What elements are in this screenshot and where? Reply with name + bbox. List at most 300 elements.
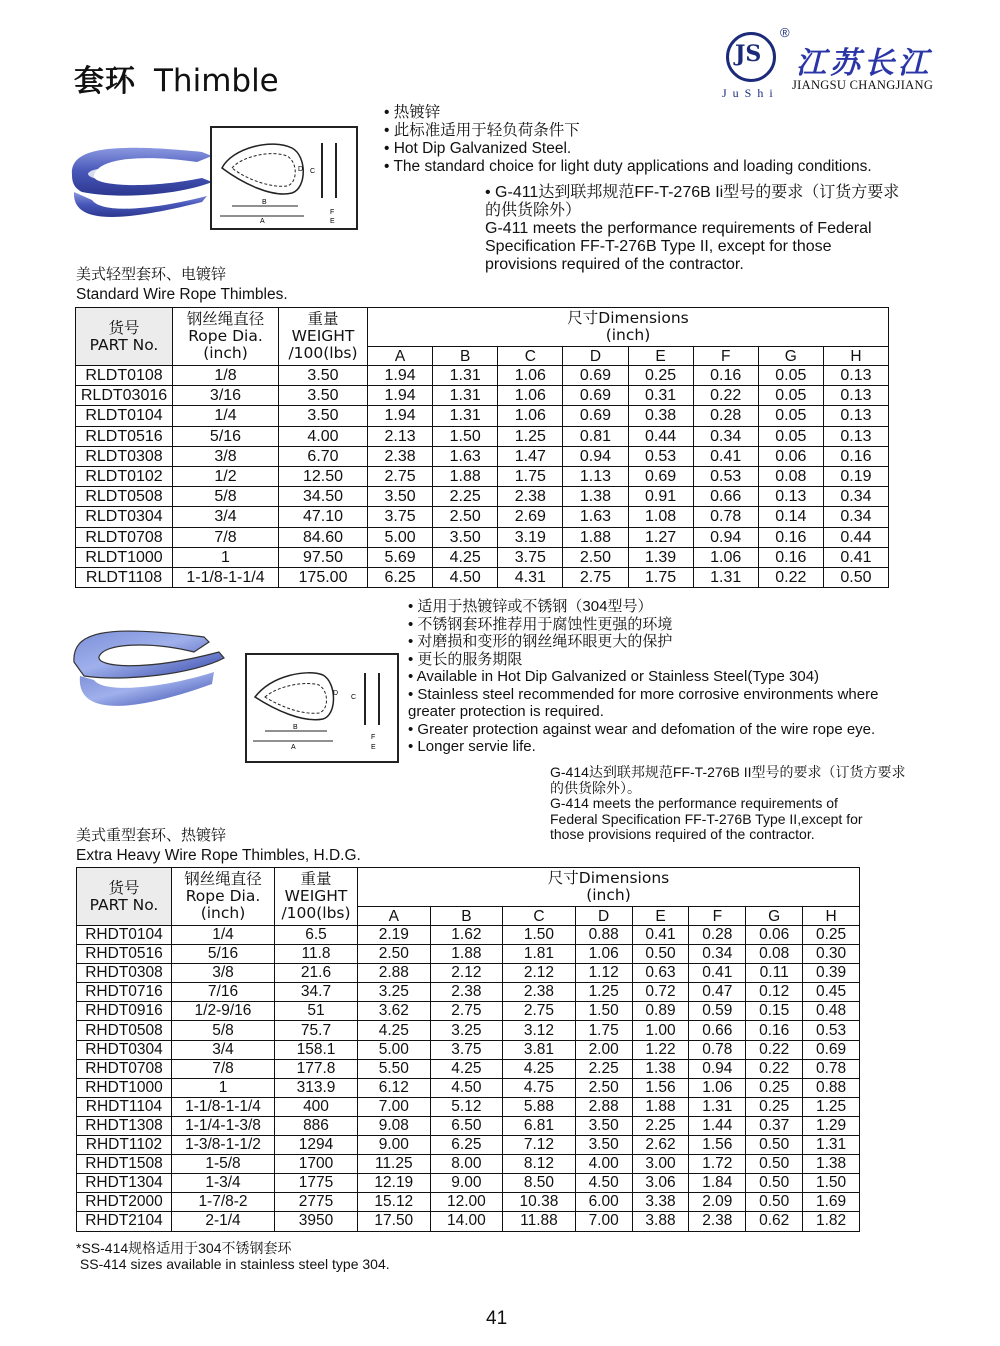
logo-mark-icon: JS [726,32,776,82]
cell-weight: 1294 [275,1136,358,1155]
cell-dim-h: 1.31 [803,1136,860,1155]
cell-dim-h: 0.45 [803,983,860,1002]
cell-weight: 21.6 [275,964,358,983]
cell-dim-e: 0.38 [628,406,693,426]
cell-dim-f: 0.16 [693,366,758,386]
cell-dim-e: 1.08 [628,507,693,527]
page-title [74,56,279,100]
bullet: • 对磨损和变形的钢丝绳环眼更大的保护 [408,633,673,650]
cell-dim-c: 1.50 [503,926,576,945]
table-row [76,567,889,587]
cell-dim-b: 1.88 [430,945,503,964]
cell-dim-g: 0.14 [758,507,823,527]
cell-rope-dia: 1-1/4-1-3/8 [172,1116,275,1135]
cell-rope-dia: 1-7/8-2 [172,1193,275,1212]
cell-dim-h: 0.44 [823,527,888,547]
cell-dim-e: 0.31 [628,386,693,406]
cell-part-no: RHDT0308 [77,964,172,983]
cell-dim-d: 1.13 [563,466,628,486]
cell-dim-e: 0.25 [628,366,693,386]
cell-rope-dia: 7/8 [172,1059,275,1078]
cell-dim-f: 0.66 [693,487,758,507]
svg-text:F: F [330,209,335,216]
cell-dim-d: 1.88 [563,527,628,547]
cell-dim-g: 0.62 [746,1212,803,1231]
spec-line: 的供货除外） [485,202,582,219]
cell-weight: 84.60 [279,527,368,547]
cell-dim-c: 2.12 [503,964,576,983]
cell-dim-e: 0.72 [632,983,689,1002]
cell-dim-g: 0.05 [758,406,823,426]
cell-dim-g: 0.11 [746,964,803,983]
cell-weight: 34.7 [275,983,358,1002]
cell-weight: 313.9 [275,1078,358,1097]
cell-rope-dia: 1/4 [173,406,279,426]
cell-dim-b: 1.31 [433,386,498,406]
cell-dim-c: 2.75 [503,1002,576,1021]
cell-rope-dia: 3/8 [173,446,279,466]
cell-dim-a: 2.50 [358,945,431,964]
cell-dim-a: 2.88 [358,964,431,983]
cell-dim-f: 0.94 [693,527,758,547]
cell-dim-b: 1.62 [430,926,503,945]
cell-dim-a: 2.19 [358,926,431,945]
dimension-drawing [212,128,356,228]
cell-weight: 4.00 [279,426,368,446]
cell-dim-d: 2.00 [575,1040,632,1059]
section-title-cn: 美式重型套环、热镀锌 [76,826,227,844]
cell-part-no: RHDT1508 [77,1155,172,1174]
table-row [77,1021,860,1040]
table-row [77,1116,860,1135]
title-cn: 套环 [74,64,136,99]
cell-weight: 11.8 [275,945,358,964]
cell-dim-d: 6.00 [575,1193,632,1212]
cell-dim-e: 0.41 [632,926,689,945]
cell-dim-b: 2.50 [433,507,498,527]
cell-dim-a: 3.75 [368,507,433,527]
cell-dim-c: 4.31 [498,567,563,587]
cell-dim-b: 3.25 [430,1021,503,1040]
cell-dim-f: 0.94 [689,1059,746,1078]
cell-rope-dia: 5/8 [172,1021,275,1040]
table-body [77,926,860,1232]
section-title-cn: 美式轻型套环、电镀锌 [76,265,227,283]
cell-rope-dia: 1-1/8-1-1/4 [172,1097,275,1116]
col-dim-e: E [628,347,693,366]
cell-dim-g: 0.13 [758,487,823,507]
cell-dim-d: 1.63 [563,507,628,527]
cell-part-no: RHDT1000 [77,1078,172,1097]
col-dim-g: G [746,907,803,926]
cell-rope-dia: 2-1/4 [172,1212,275,1231]
cell-dim-d: 7.00 [575,1212,632,1231]
cell-dim-h: 0.16 [823,446,888,466]
cell-dim-c: 1.81 [503,945,576,964]
cell-weight: 12.50 [279,466,368,486]
cell-rope-dia: 3/4 [172,1040,275,1059]
cell-dim-g: 0.08 [746,945,803,964]
spec-line: Specification FF-T-276B Type II, except for those [485,238,832,255]
cell-dim-d: 0.94 [563,446,628,466]
cell-dim-f: 0.28 [693,406,758,426]
table-row [76,547,889,567]
cell-rope-dia: 1/8 [173,366,279,386]
cell-rope-dia: 7/8 [173,527,279,547]
cell-weight: 400 [275,1097,358,1116]
bullet: • Available in Hot Dip Galvanized or Stainless Steel(Type 304) [408,668,820,685]
cell-dim-b: 1.88 [433,466,498,486]
spec-line: those provisions required of the contractor. [550,826,815,842]
col-dim-f: F [689,907,746,926]
col-dim-a: A [368,347,433,366]
cell-part-no: RHDT1102 [77,1136,172,1155]
cell-dim-e: 1.88 [632,1097,689,1116]
cell-dim-e: 2.25 [632,1116,689,1135]
cell-dim-h: 0.50 [823,567,888,587]
cell-dim-e: 0.53 [628,446,693,466]
cell-dim-h: 0.34 [823,487,888,507]
cell-weight: 6.5 [275,926,358,945]
heavy-thimble-photo [64,612,234,732]
col-dim-a: A [358,907,431,926]
bullet: • 热镀锌 [384,104,441,121]
cell-dim-b: 6.50 [430,1116,503,1135]
cell-dim-b: 8.00 [430,1155,503,1174]
cell-dim-e: 3.88 [632,1212,689,1231]
cell-part-no: RLDT0508 [76,487,173,507]
company-logo [700,20,940,110]
cell-rope-dia: 7/16 [172,983,275,1002]
col-dim-d: D [575,907,632,926]
cell-dim-d: 0.81 [563,426,628,446]
cell-dim-h: 1.29 [803,1116,860,1135]
registered-mark: ® [780,25,790,40]
cell-dim-b: 12.00 [430,1193,503,1212]
heavy-section-heading [76,824,361,865]
cell-dim-b: 2.12 [430,964,503,983]
cell-dim-a: 3.62 [358,1002,431,1021]
cell-dim-h: 0.30 [803,945,860,964]
cell-dim-a: 2.75 [368,466,433,486]
cell-dim-e: 3.38 [632,1193,689,1212]
cell-weight: 3.50 [279,406,368,426]
cell-part-no: RHDT0708 [77,1059,172,1078]
cell-dim-a: 17.50 [358,1212,431,1231]
standard-section-heading [76,263,288,304]
cell-dim-f: 0.34 [689,945,746,964]
title-en: Thimble [154,63,279,99]
svg-text:F: F [371,734,376,741]
cell-dim-b: 2.25 [433,487,498,507]
table-row [77,1078,860,1097]
col-rope-dia: 钢丝绳直径 Rope Dia. (inch) [173,308,279,366]
cell-dim-b: 1.31 [433,366,498,386]
cell-dim-d: 1.06 [575,945,632,964]
bullet: • The standard choice for light duty applications and loading conditions. [384,158,872,175]
cell-weight: 3.50 [279,366,368,386]
cell-dim-b: 1.63 [433,446,498,466]
cell-dim-g: 0.08 [758,466,823,486]
cell-dim-h: 0.19 [823,466,888,486]
table-row [76,406,889,426]
cell-dim-e: 1.27 [628,527,693,547]
cell-dim-f: 1.84 [689,1174,746,1193]
cell-dim-a: 1.94 [368,386,433,406]
cell-dim-a: 3.25 [358,983,431,1002]
cell-dim-g: 0.06 [746,926,803,945]
cell-dim-c: 4.75 [503,1078,576,1097]
cell-part-no: RHDT0716 [77,983,172,1002]
cell-dim-f: 0.78 [689,1040,746,1059]
cell-rope-dia: 1-5/8 [172,1155,275,1174]
cell-dim-e: 1.75 [628,567,693,587]
spec-line: G-414达到联邦规范FF-T-276B II型号的要求（订货方要求 [550,764,906,780]
table-row [77,1212,860,1231]
bullet: • Greater protection against wear and defomation of the wire rope eye. [408,720,876,738]
cell-dim-f: 0.41 [689,964,746,983]
cell-dim-f: 1.06 [693,547,758,567]
cell-rope-dia: 1 [172,1078,275,1097]
cell-dim-a: 4.25 [358,1021,431,1040]
cell-rope-dia: 3/8 [172,964,275,983]
cell-dim-c: 1.06 [498,386,563,406]
bullet: greater protection is required. [408,703,604,720]
cell-part-no: RLDT0708 [76,527,173,547]
cell-dim-c: 2.38 [503,983,576,1002]
footnote-cn: *SS-414规格适用于304不锈钢套环 [76,1240,292,1256]
cell-part-no: RLDT0308 [76,446,173,466]
cell-dim-e: 0.50 [632,945,689,964]
cell-dim-h: 0.13 [823,426,888,446]
standard-thimble-diagram [210,126,358,230]
cell-dim-d: 3.50 [575,1116,632,1135]
cell-dim-b: 6.25 [430,1136,503,1155]
cell-weight: 75.7 [275,1021,358,1040]
cell-dim-b: 2.75 [430,1002,503,1021]
bullet: • Stainless steel recommended for more corrosive environments where [408,685,879,703]
cell-dim-b: 4.50 [433,567,498,587]
footnote [76,1240,390,1272]
cell-part-no: RHDT1104 [77,1097,172,1116]
logo-cn-name: 江苏长江 [796,46,932,81]
cell-rope-dia: 3/4 [173,507,279,527]
col-rope-dia: 钢丝绳直径 Rope Dia. (inch) [172,868,275,926]
col-dim-b: B [433,347,498,366]
cell-dim-g: 0.25 [746,1078,803,1097]
bullet: • Hot Dip Galvanized Steel. [384,140,572,157]
cell-dim-h: 0.53 [803,1021,860,1040]
section-title-en: Extra Heavy Wire Rope Thimbles, H.D.G. [76,847,361,864]
cell-rope-dia: 5/16 [172,945,275,964]
cell-dim-d: 2.75 [563,567,628,587]
svg-text:A: A [291,744,296,751]
cell-dim-c: 1.25 [498,426,563,446]
cell-weight: 34.50 [279,487,368,507]
section-title-en: Standard Wire Rope Thimbles. [76,286,288,303]
col-dim-h: H [823,347,888,366]
cell-dim-b: 4.25 [430,1059,503,1078]
cell-part-no: RLDT03016 [76,386,173,406]
dimension-drawing [247,655,397,761]
table-row [76,446,889,466]
cell-rope-dia: 1-3/8-1-1/2 [172,1136,275,1155]
logo-sub-mark: JuShi [722,86,779,100]
cell-rope-dia: 1-3/4 [172,1174,275,1193]
cell-dim-d: 1.38 [563,487,628,507]
cell-dim-h: 0.34 [823,507,888,527]
col-dim-c: C [498,347,563,366]
cell-dim-h: 1.38 [803,1155,860,1174]
cell-part-no: RHDT2104 [77,1212,172,1231]
cell-dim-g: 0.16 [758,547,823,567]
cell-dim-f: 1.06 [689,1078,746,1097]
svg-text:E: E [371,744,376,751]
col-weight: 重量 WEIGHT /100(lbs) [275,868,358,926]
cell-dim-f: 1.72 [689,1155,746,1174]
cell-rope-dia: 1 [173,547,279,567]
cell-dim-d: 4.00 [575,1155,632,1174]
cell-dim-h: 0.13 [823,366,888,386]
cell-weight: 6.70 [279,446,368,466]
bullet: • 适用于热镀锌或不锈钢（304型号） [408,598,653,615]
cell-part-no: RLDT1000 [76,547,173,567]
cell-rope-dia: 3/16 [173,386,279,406]
cell-dim-d: 1.12 [575,964,632,983]
col-dim-f: F [693,347,758,366]
cell-dim-f: 1.44 [689,1116,746,1135]
cell-dim-c: 3.81 [503,1040,576,1059]
cell-dim-a: 2.13 [368,426,433,446]
cell-dim-a: 11.25 [358,1155,431,1174]
table-row [76,426,889,446]
cell-dim-g: 0.05 [758,386,823,406]
cell-dim-g: 0.22 [758,567,823,587]
cell-dim-e: 3.00 [632,1155,689,1174]
cell-dim-d: 0.88 [575,926,632,945]
cell-dim-a: 5.00 [358,1040,431,1059]
cell-dim-e: 1.39 [628,547,693,567]
cell-dim-g: 0.05 [758,426,823,446]
cell-weight: 51 [275,1002,358,1021]
col-dimensions: 尺寸Dimensions (inch) [358,868,860,907]
cell-rope-dia: 1/2-9/16 [172,1002,275,1021]
standard-spec-note [485,184,899,274]
cell-dim-d: 0.69 [563,406,628,426]
cell-dim-c: 1.06 [498,406,563,426]
svg-text:B: B [262,199,267,206]
cell-dim-b: 5.12 [430,1097,503,1116]
cell-dim-g: 0.50 [746,1193,803,1212]
col-dim-g: G [758,347,823,366]
cell-part-no: RHDT0916 [77,1002,172,1021]
cell-dim-d: 3.50 [575,1136,632,1155]
col-dim-e: E [632,907,689,926]
cell-dim-d: 0.69 [563,386,628,406]
cell-dim-g: 0.16 [746,1021,803,1040]
cell-dim-e: 1.38 [632,1059,689,1078]
col-part-no: 货号 PART No. [76,308,173,366]
table-row [77,926,860,945]
table-row [77,964,860,983]
cell-dim-g: 0.22 [746,1059,803,1078]
cell-dim-e: 1.00 [632,1021,689,1040]
cell-dim-b: 3.75 [430,1040,503,1059]
cell-weight: 175.00 [279,567,368,587]
cell-dim-f: 2.38 [689,1212,746,1231]
cell-dim-a: 9.08 [358,1116,431,1135]
cell-dim-a: 1.94 [368,366,433,386]
cell-dim-d: 1.25 [575,983,632,1002]
cell-dim-h: 0.13 [823,386,888,406]
cell-dim-a: 5.69 [368,547,433,567]
cell-dim-a: 6.25 [368,567,433,587]
standard-thimble-table [75,307,889,588]
cell-dim-c: 6.81 [503,1116,576,1135]
cell-part-no: RLDT0516 [76,426,173,446]
cell-dim-h: 1.69 [803,1193,860,1212]
col-dim-h: H [803,907,860,926]
standard-description [384,104,872,176]
spec-line: G-411 meets the performance requirements of Federal [485,220,872,237]
svg-text:A: A [260,218,265,225]
table-row [76,386,889,406]
cell-part-no: RHDT2000 [77,1193,172,1212]
cell-dim-e: 0.69 [628,466,693,486]
svg-text:B: B [293,724,298,731]
logo-en-name: JIANGSU CHANGJIANG [792,78,934,92]
cell-weight: 1775 [275,1174,358,1193]
cell-rope-dia: 1/2 [173,466,279,486]
table-row [77,1040,860,1059]
cell-dim-b: 4.25 [433,547,498,567]
table-row [77,1155,860,1174]
cell-dim-a: 1.94 [368,406,433,426]
table-row [77,983,860,1002]
cell-dim-c: 8.12 [503,1155,576,1174]
cell-dim-a: 9.00 [358,1136,431,1155]
col-dimensions: 尺寸Dimensions (inch) [368,308,889,347]
cell-dim-a: 15.12 [358,1193,431,1212]
table-row [76,507,889,527]
cell-dim-c: 1.47 [498,446,563,466]
cell-dim-c: 7.12 [503,1136,576,1155]
cell-dim-g: 0.16 [758,527,823,547]
cell-dim-a: 5.50 [358,1059,431,1078]
col-dim-d: D [563,347,628,366]
cell-dim-g: 0.06 [758,446,823,466]
bullet: • Longer servie life. [408,738,536,755]
cell-dim-c: 3.12 [503,1021,576,1040]
cell-dim-f: 0.34 [693,426,758,446]
table-row [77,1002,860,1021]
cell-weight: 47.10 [279,507,368,527]
cell-dim-h: 0.88 [803,1078,860,1097]
cell-part-no: RHDT1308 [77,1116,172,1135]
cell-dim-h: 1.82 [803,1212,860,1231]
cell-dim-b: 3.50 [433,527,498,547]
svg-text:C: C [351,694,357,701]
cell-weight: 177.8 [275,1059,358,1078]
cell-dim-c: 8.50 [503,1174,576,1193]
cell-dim-c: 11.88 [503,1212,576,1231]
table-row [77,1097,860,1116]
cell-dim-a: 12.19 [358,1174,431,1193]
cell-dim-d: 0.69 [563,366,628,386]
svg-text:C: C [310,168,316,175]
cell-dim-g: 0.22 [746,1040,803,1059]
cell-part-no: RLDT0304 [76,507,173,527]
